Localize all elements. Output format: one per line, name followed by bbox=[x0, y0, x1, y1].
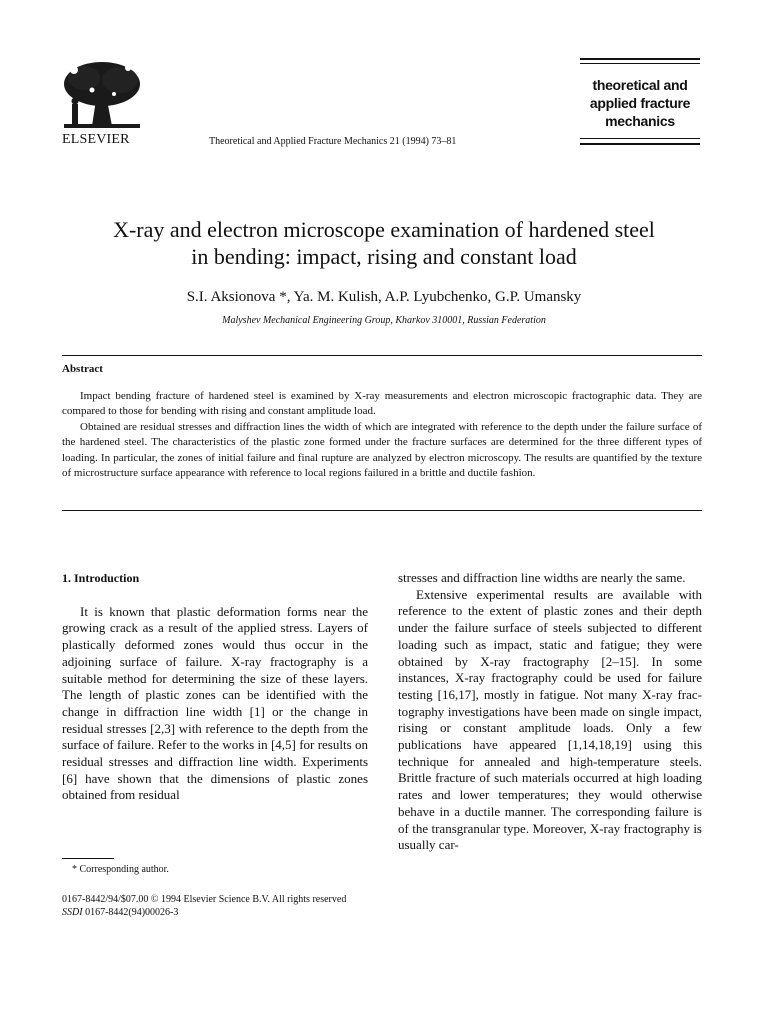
intro-paragraph-2: Extensive experimental results are available with reference to the extent of plastic zones and their depth under the failure surface of steels subjected to different loading such as impact, static and fatigue; they were obtained by X-ray fractography [2–15]. In some instances, X-ray fractography could be used for failure testing [16,17], mostly in fatigue. Not many X-ray fractography investigations have been made on single impact, rising or constant amplitude loads. Only a few publications have appeared [1,14,18,19] using this technique for annealed and high-temperature steels. Brittle fracture of such materials occurred at high loading rates and lower temperatures; they would otherwise behave in a ductile manner. The corresponding failure is of the transgranular type. Moreover, X-ray fractography is usually car- bbox=[398, 586, 702, 853]
abstract-bottom-rule bbox=[62, 510, 702, 511]
publisher-name: ELSEVIER bbox=[62, 132, 130, 147]
brand-rule-top bbox=[580, 58, 700, 60]
copyright-line: 0167-8442/94/$07.00 © 1994 Elsevier Science B.V. All rights reserved bbox=[62, 894, 347, 905]
intro-paragraph-1-continued: stresses and diffraction line widths are nearly the same. bbox=[398, 570, 686, 585]
abstract-heading: Abstract bbox=[62, 363, 103, 375]
intro-paragraph-1: It is known that plastic deformation forms near the growing crack as a result of the applied stress. Layers of plastically deformed zones would thus occur in the adjoining surface of failure. X-ray fractography is a suitable method for determining the size of these layers. The length of plastic zones can be identified with the change in diffraction line width [1] or the change in residual stresses [2,3] with reference to the depth from the surface of failure. Refer to the works in [4,5] for results on residual stresses and diffraction line width. Experiments [6] have shown that the dimensions of plastic zones obtained from residual bbox=[62, 603, 368, 803]
article-title bbox=[70, 216, 698, 270]
right-column bbox=[398, 570, 702, 854]
brand-line-2: applied fracture bbox=[589, 95, 691, 111]
journal-citation: Theoretical and Applied Fracture Mechanics 21 (1994) 73–81 bbox=[209, 136, 457, 147]
journal-brand bbox=[578, 58, 702, 150]
abstract-body bbox=[62, 389, 702, 481]
brand-line-1: theoretical and bbox=[592, 77, 688, 93]
ssdi-label: SSDI bbox=[62, 907, 83, 918]
abstract-paragraph-2: Obtained are residual stresses and diffraction lines the width of which are integrated with reference to the depth under the failure surface of the hardened steel. The characteristics of the plastic zone formed under the fracture surfaces are determined for the three different types of loading. In particular, the zones of initial failure and final rupture are analyzed by electron microscopy. The results are quantified by the texture of microstructure surface appearance with reference to local regions failured in a brittle and ductile fashion. bbox=[62, 420, 702, 480]
affiliation: Malyshev Mechanical Engineering Group, Kharkov 310001, Russian Federation bbox=[222, 315, 546, 326]
brand-rule-bottom-thin bbox=[580, 138, 700, 139]
section-heading-introduction: 1. Introduction bbox=[62, 571, 140, 585]
brand-rule-top-thin bbox=[580, 63, 700, 64]
abstract-paragraph-1: Impact bending fracture of hardened steel is examined by X-ray measurements and electron microscopic fractographic data. They are compared to those for bending with rising and constant amplitude load. bbox=[62, 390, 702, 418]
abstract-top-rule bbox=[62, 355, 702, 356]
ssdi-code: 0167-8442(94)00026-3 bbox=[85, 907, 179, 918]
author-list: S.I. Aksionova *, Ya. M. Kulish, A.P. Lyubchenko, G.P. Umansky bbox=[186, 289, 582, 305]
brand-rule-bottom bbox=[580, 143, 700, 145]
ssdi-line bbox=[62, 906, 346, 919]
footnote-corresponding-author: * Corresponding author. bbox=[72, 864, 169, 875]
left-column bbox=[62, 570, 368, 804]
title-line-1: X-ray and electron microscope examination of hardened steel bbox=[113, 217, 655, 242]
brand-line-3: mechanics bbox=[605, 113, 675, 129]
copyright-block bbox=[62, 893, 346, 919]
title-line-2: in bending: impact, rising and constant load bbox=[191, 244, 577, 269]
footnote-rule bbox=[62, 858, 114, 859]
